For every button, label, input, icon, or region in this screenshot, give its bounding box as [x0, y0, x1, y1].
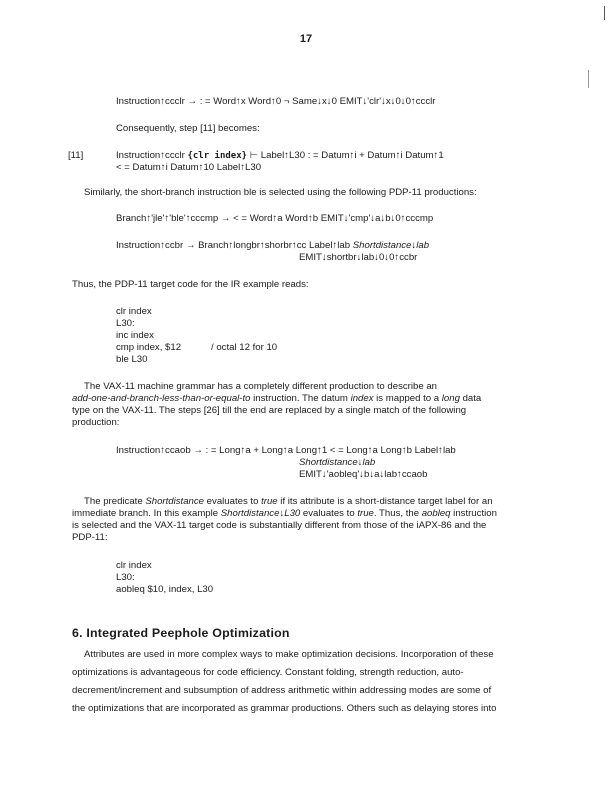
- step-11-instr: Instruction↑ccclr: [116, 150, 185, 161]
- production-ccaob-line-3: EMIT↓'aobleq'↓b↓a↓lab↑ccaob: [299, 469, 428, 480]
- para-predicate-italic: true: [261, 496, 278, 507]
- text-similarly: Similarly, the short-branch instruction ble is selected using the following PDP-11 productions:: [84, 187, 477, 198]
- para-predicate-italic: true: [357, 508, 374, 519]
- scan-edge-mark: [588, 70, 589, 88]
- para-vax-text: data: [459, 393, 482, 404]
- code-line: aobleq $10, index, L30: [116, 584, 214, 595]
- production-ccaob-line-2: [299, 457, 375, 469]
- production-ccbr-predicate: Shortdistance↓lab: [352, 240, 430, 251]
- code-line: L30:: [116, 318, 135, 329]
- para-predicate-italic: Shortdistance↓L30: [220, 508, 301, 519]
- step-label: [11]: [68, 150, 84, 161]
- para-peephole-line: the optimizations that are incorporated as grammar productions. Others such as delaying stores into: [72, 703, 497, 714]
- code-line: cmp index, $12: [116, 342, 182, 353]
- para-predicate-text: . Thus, the: [373, 508, 422, 519]
- section-heading: 6. Integrated Peephole Optimization: [72, 626, 290, 640]
- production-ccbr-line-1: [116, 240, 429, 252]
- step-11-line-2: < = Datum↑i Datum↑10 Label↑L30: [116, 162, 262, 173]
- para-vax-italic-term: add-one-and-branch-less-than-or-equal-to: [72, 393, 251, 404]
- para-predicate-line-2: [72, 508, 497, 520]
- para-predicate-text: if its attribute is a short-distance target label for an: [277, 496, 493, 507]
- para-peephole-line: Attributes are used in more complex ways to make optimization decisions. Incorporation of these: [84, 649, 494, 660]
- para-peephole-line: decrement/increment and subsumption of address arithmetic within addressing modes are some of: [72, 685, 492, 696]
- para-predicate-text: immediate branch. In this example: [72, 508, 221, 519]
- code-line: L30:: [116, 572, 135, 583]
- para-predicate-text: instruction: [450, 508, 497, 519]
- para-vax-italic-long: long: [441, 393, 460, 404]
- code-line: clr index: [116, 560, 152, 571]
- production-ccaob-predicate: Shortdistance↓lab: [299, 457, 376, 468]
- para-predicate-line-1: [84, 496, 493, 508]
- para-vax-line-1: The VAX-11 machine grammar has a completely different production to describe an: [84, 381, 438, 392]
- production-ccaob-line-1: Instruction↑ccaob → : = Long↑a + Long↑a Long↑1 < = Long↑a Long↑b Label↑lab: [116, 445, 456, 456]
- production-ccbr-line-2: EMIT↓shortbr↓lab↓0↓0↑ccbr: [299, 252, 418, 263]
- para-vax-line-2: [72, 393, 481, 405]
- para-predicate-line-3: is selected and the VAX-11 target code is substantially different from those of the iAPX-86 and the: [72, 520, 487, 531]
- para-predicate-text: The predicate: [84, 496, 146, 507]
- page-number: 17: [299, 33, 313, 45]
- para-peephole-line: optimizations is advantageous for code efficiency. Constant folding, strength reduction, auto-: [72, 667, 464, 678]
- production-cccmp: Branch↑'jle'↑'ble'↑cccmp → < = Word↑a Word↑b EMIT↓'cmp'↓a↓b↓0↑cccmp: [116, 213, 434, 224]
- step-11-rest: ⊢ Label↑L30 : = Datum↑i + Datum↑i Datum↑1: [249, 150, 444, 161]
- code-comment: / octal 12 for 10: [211, 342, 278, 353]
- text-thus-pdp11: Thus, the PDP-11 target code for the IR example reads:: [72, 279, 309, 290]
- para-predicate-text: evaluates to: [204, 496, 262, 507]
- para-predicate-italic: Shortdistance: [145, 496, 205, 507]
- para-vax-text: instruction. The datum: [250, 393, 351, 404]
- text-consequently: Consequently, step [11] becomes:: [116, 123, 260, 134]
- step-11-code: {clr index}: [187, 151, 248, 161]
- para-predicate-line-4: PDP-11:: [72, 532, 108, 543]
- production-ccclr: Instruction↑ccclr → : = Word↑x Word↑0 ¬ Same↓x↓0 EMIT↓'clr'↓x↓0↓0↑ccclr: [116, 96, 436, 107]
- para-vax-text: is mapped to a: [373, 393, 442, 404]
- para-vax-line-3: type on the VAX-11. The steps [26] till the end are replaced by a single match of the following: [72, 405, 467, 416]
- code-line: clr index: [116, 306, 152, 317]
- code-line: inc index: [116, 330, 154, 341]
- para-vax-italic-index: index: [350, 393, 374, 404]
- para-predicate-italic: aobleq: [421, 508, 451, 519]
- scan-edge-mark: [604, 6, 605, 20]
- para-predicate-text: evaluates to: [300, 508, 358, 519]
- production-ccbr-head: Instruction↑ccbr → Branch↑longbr↑shorbr↑cc Label↑lab: [116, 240, 353, 251]
- step-11-line-1: [116, 150, 444, 162]
- para-vax-line-4: production:: [72, 417, 120, 428]
- code-line: ble L30: [116, 354, 148, 365]
